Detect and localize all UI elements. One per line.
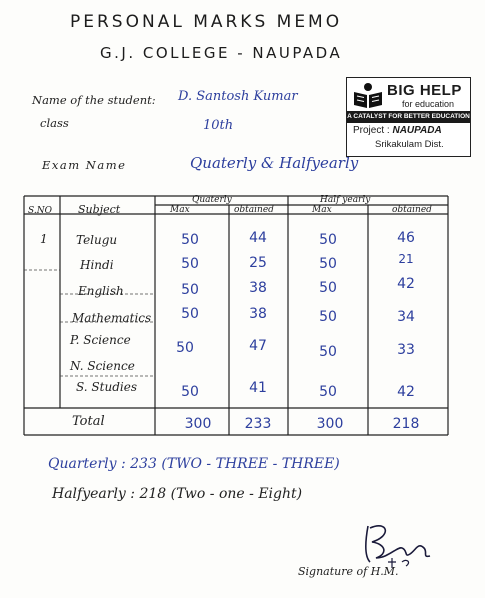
table-row-h-obtained: 42 [397, 384, 415, 400]
memo-title: PERSONAL MARKS MEMO [70, 12, 343, 32]
table-row-h-max: 50 [319, 256, 337, 272]
table-row-h-max: 50 [319, 280, 337, 296]
hm-signature [358, 518, 438, 570]
table-row-q-obtained: 38 [249, 306, 267, 322]
class-label: class [40, 116, 69, 130]
table-row-h-obtained: 34 [397, 309, 415, 325]
table-row-q-obtained: 41 [249, 380, 267, 396]
logo-brand: BIG HELP [387, 82, 462, 99]
table-row-h-max: 50 [319, 232, 337, 248]
table-row-h-obtained: 21 [398, 252, 414, 266]
table-row-subject: P. Science [70, 333, 131, 347]
table-row-subject-secondary: N. Science [70, 359, 135, 373]
col-halfyearly-header: Half yearly [320, 195, 371, 205]
quarterly-total-in-words: Quarterly : 233 (TWO - THREE - THREE) [48, 456, 340, 472]
total-h-max: 300 [316, 416, 344, 432]
logo-project: Project : NAUPADA [353, 125, 442, 136]
student-name-value: D. Santosh Kumar [178, 89, 298, 104]
table-row-q-obtained: 25 [249, 255, 267, 271]
table-row-subject: Mathematics [72, 311, 152, 325]
col-sno-header: S.NO [28, 206, 52, 216]
table-row-subject: Telugu [76, 233, 118, 247]
total-h-obtained: 218 [392, 416, 420, 432]
table-row-q-obtained: 47 [249, 338, 267, 354]
exam-name-value: Quaterly & Halfyearly [190, 154, 359, 172]
table-row-h-max: 50 [319, 309, 337, 325]
table-row-q-max: 50 [181, 232, 199, 248]
col-subject-header: Subject [78, 203, 121, 216]
col-h-obtained-header: obtained [392, 205, 432, 215]
table-row-h-max: 50 [319, 384, 337, 400]
table-row-h-obtained: 33 [397, 342, 415, 358]
table-row-q-max: 50 [181, 282, 199, 298]
college-name: G.J. COLLEGE - NAUPADA [100, 44, 343, 62]
table-row-q-max: 50 [181, 306, 199, 322]
student-name-label: Name of the student: [32, 93, 156, 107]
total-q-obtained: 233 [244, 416, 272, 432]
signature-label: Signature of H.M. [298, 565, 399, 578]
table-row-subject: English [78, 284, 124, 298]
table-row-q-max: 50 [176, 340, 194, 356]
table-row-h-obtained: 42 [397, 276, 415, 292]
total-q-max: 300 [184, 416, 212, 432]
col-q-obtained-header: obtained [234, 205, 274, 215]
halfyearly-total-in-words: Halfyearly : 218 (Two - one - Eight) [52, 486, 303, 502]
table-row-subject: S. Studies [76, 380, 137, 394]
table-row-q-obtained: 38 [249, 280, 267, 296]
exam-name-label: Exam Name [42, 158, 127, 172]
logo-district: Srikakulam Dist. [375, 139, 444, 150]
class-value: 10th [203, 118, 234, 133]
total-label: Total [72, 414, 105, 429]
table-row-subject: Hindi [80, 258, 114, 272]
table-row-q-max: 50 [181, 384, 199, 400]
logo-subtitle: for education [402, 99, 455, 109]
table-row-q-max: 50 [181, 256, 199, 272]
table-row-sno: 1 [40, 232, 48, 246]
col-h-max-header: Max [312, 205, 332, 215]
logo-tagline: A CATALYST FOR BETTER EDUCATION [347, 111, 470, 123]
table-row-h-max: 50 [319, 344, 337, 360]
table-row-h-obtained: 46 [397, 230, 415, 246]
col-q-max-header: Max [170, 205, 190, 215]
table-row-q-obtained: 44 [249, 230, 267, 246]
col-quarterly-header: Quaterly [192, 195, 232, 205]
